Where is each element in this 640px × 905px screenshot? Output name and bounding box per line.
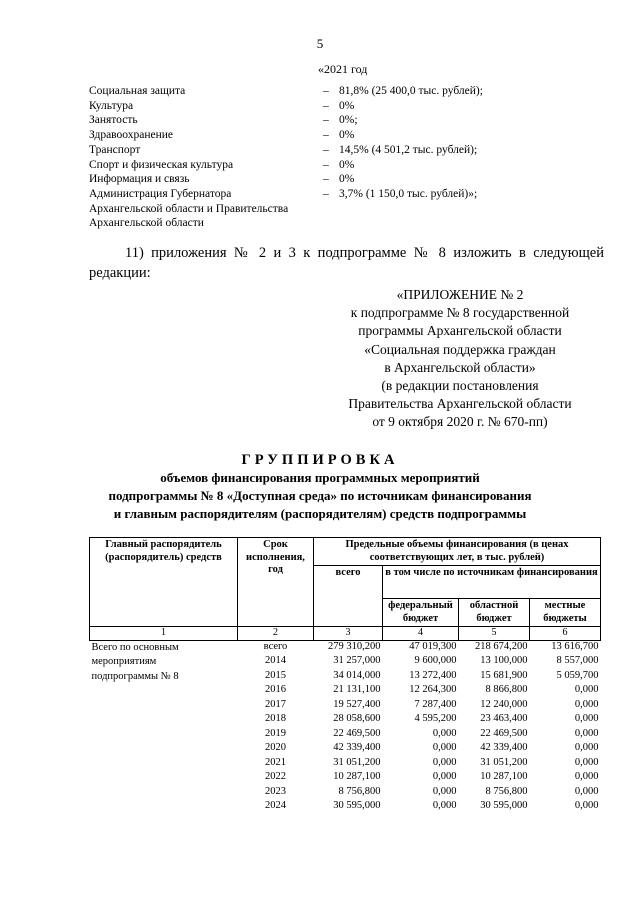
- category-label: Информация и связь: [89, 173, 190, 186]
- header-limits: Предельные объемы финансирования (в ценах соответствующих лет, в тыс. рублей): [314, 538, 601, 566]
- federal-cell: 0,000: [432, 800, 457, 811]
- category-dash: –: [323, 143, 329, 156]
- local-cell: 5 059,700: [556, 669, 599, 681]
- federal-cell: 0,000: [432, 756, 457, 768]
- header-sources: в том числе по источникам финансирования: [383, 566, 601, 599]
- federal-cell: 9 600,000: [414, 655, 457, 666]
- federal-cell: 0,000: [432, 785, 457, 797]
- appendix-line: «Социальная поддержка граждан: [364, 341, 556, 357]
- document-title: ГРУППИРОВКА: [241, 452, 399, 468]
- financing-table: [89, 537, 601, 815]
- category-label-continuation: Архангельской области и Правительства: [89, 202, 289, 215]
- table-row: [90, 786, 601, 801]
- appendix-line: программы Архангельской области: [358, 323, 562, 339]
- header-term: Срок исполнения, год: [238, 538, 314, 627]
- table-row: [90, 742, 601, 757]
- regional-cell: 8 866,800: [485, 684, 528, 695]
- total-cell: 31 257,000: [333, 655, 381, 666]
- category-label: Администрация Губернатора: [89, 187, 232, 200]
- federal-cell: 0,000: [432, 771, 457, 782]
- local-cell: 0,000: [574, 785, 599, 797]
- total-cell: 30 595,000: [333, 800, 381, 811]
- year-cell: 2024: [265, 800, 286, 811]
- category-label: Транспорт: [89, 143, 141, 156]
- row-label-line: мероприятиям: [91, 656, 157, 667]
- table-row: [90, 771, 601, 786]
- regional-cell: 31 051,200: [480, 756, 528, 768]
- regional-cell: 30 595,000: [480, 800, 528, 811]
- local-cell: 0,000: [574, 684, 599, 695]
- regional-cell: 8 756,800: [485, 785, 528, 797]
- category-dash: –: [323, 114, 329, 127]
- appendix-line: «ПРИЛОЖЕНИЕ № 2: [396, 287, 524, 302]
- category-value: 0%;: [339, 114, 358, 127]
- category-label: Социальная защита: [89, 85, 186, 97]
- federal-cell: 47 019,300: [409, 640, 457, 652]
- table-row: [90, 640, 601, 655]
- column-number: 1: [90, 627, 238, 641]
- local-cell: 0,000: [574, 742, 599, 753]
- local-cell: 0,000: [574, 727, 599, 739]
- appendix-block: [320, 286, 600, 432]
- regional-cell: 13 100,000: [480, 655, 528, 666]
- subtitle-line: и главным распорядителям (распорядителям) средств подпрограммы: [113, 506, 527, 521]
- category-value: 0%: [339, 173, 355, 186]
- column-number: 3: [314, 627, 383, 641]
- appendix-line: в Архангельской области»: [384, 359, 536, 375]
- local-cell: 8 557,000: [556, 655, 599, 666]
- year-cell: 2020: [265, 742, 286, 753]
- total-cell: 10 287,100: [333, 771, 381, 782]
- total-cell: 28 058,600: [333, 713, 381, 724]
- category-label: Спорт и физическая культура: [89, 158, 234, 171]
- total-cell: 31 051,200: [333, 756, 381, 768]
- column-number: 6: [530, 627, 601, 641]
- table-row: [90, 713, 601, 728]
- header-total: всего: [314, 566, 383, 627]
- regional-cell: 42 339,400: [480, 742, 528, 753]
- regional-cell: 15 681,900: [480, 669, 528, 681]
- regional-cell: 23 463,400: [480, 713, 528, 724]
- header-regional: областной бюджет: [459, 599, 530, 627]
- federal-cell: 13 272,400: [409, 669, 457, 681]
- local-cell: 0,000: [574, 756, 599, 768]
- year-cell: 2014: [265, 655, 286, 666]
- category-value: 0%: [339, 99, 355, 112]
- column-number: 2: [238, 627, 314, 641]
- year-cell: 2016: [265, 684, 286, 695]
- federal-cell: 4 595,200: [414, 713, 457, 724]
- subtitle-line: объемов финансирования программных мероприятий: [160, 470, 480, 485]
- total-cell: 42 339,400: [333, 742, 381, 753]
- document-subtitle: [0, 469, 640, 523]
- regional-cell: 218 674,200: [475, 640, 528, 652]
- appendix-line: от 9 октября 2020 г. № 670-пп): [372, 414, 548, 430]
- local-cell: 0,000: [574, 713, 599, 724]
- total-cell: 8 756,800: [338, 785, 381, 797]
- header-federal: федеральный бюджет: [383, 599, 459, 627]
- appendix-line: к подпрограмме № 8 государственной: [350, 305, 570, 321]
- year-cell: 2022: [265, 771, 286, 782]
- category-label-continuation: Архангельской области: [89, 217, 204, 230]
- header-manager: Главный распорядитель (распорядитель) средств: [90, 538, 238, 627]
- year-cell: 2018: [265, 713, 286, 724]
- local-cell: 0,000: [574, 771, 599, 782]
- federal-cell: 0,000: [432, 727, 457, 739]
- total-cell: 22 469,500: [333, 727, 381, 739]
- appendix-line: Правительства Архангельской области: [348, 396, 572, 412]
- federal-cell: 12 264,300: [409, 684, 457, 695]
- category-dash: –: [323, 99, 329, 112]
- year-cell: 2019: [265, 727, 286, 739]
- category-label: Занятость: [89, 114, 138, 127]
- category-value: 0%: [339, 158, 355, 171]
- category-dash: –: [323, 187, 329, 200]
- year-cell: 2023: [265, 785, 286, 797]
- row-label-line: подпрограммы № 8: [91, 670, 179, 682]
- table-row: [90, 684, 601, 699]
- total-cell: 21 131,100: [333, 684, 381, 695]
- page-number: 5: [316, 36, 324, 51]
- total-cell: 34 014,000: [333, 669, 381, 681]
- local-cell: 0,000: [574, 698, 599, 710]
- category-value: 0%: [339, 129, 355, 142]
- federal-cell: 0,000: [432, 742, 457, 753]
- row-label: [90, 640, 238, 684]
- category-value: 3,7% (1 150,0 тыс. рублей)»;: [339, 187, 478, 200]
- table-row: [90, 699, 601, 714]
- table-row: [90, 728, 601, 743]
- column-number: 5: [459, 627, 530, 641]
- category-dash: –: [323, 85, 329, 97]
- category-label: Культура: [89, 99, 134, 112]
- total-cell: 279 310,200: [328, 640, 381, 652]
- federal-cell: 7 287,400: [414, 698, 457, 710]
- appendix-line: (в редакции постановления: [381, 378, 539, 394]
- local-cell: 0,000: [574, 800, 599, 811]
- local-cell: 13 616,700: [551, 640, 599, 652]
- year-cell: всего: [263, 640, 288, 652]
- regional-cell: 12 240,000: [480, 698, 528, 710]
- category-dash: –: [323, 173, 329, 186]
- category-dash: –: [323, 158, 329, 171]
- year-cell: 2015: [265, 669, 286, 681]
- regional-cell: 22 469,500: [480, 727, 528, 739]
- category-label: Здравоохранение: [89, 129, 174, 142]
- category-value: 14,5% (4 501,2 тыс. рублей);: [339, 143, 478, 156]
- table-row: [90, 800, 601, 815]
- subtitle-line: подпрограммы № 8 «Доступная среда» по источникам финансирования: [108, 488, 532, 503]
- table-row: [90, 757, 601, 772]
- amendment-paragraph: 11) приложения № 2 и 3 к подпрограмме № 8 изложить в следующей редакции:: [89, 245, 604, 281]
- row-label-line: Всего по основным: [91, 641, 179, 653]
- header-local: местные бюджеты: [530, 599, 601, 627]
- column-number: 4: [383, 627, 459, 641]
- category-value: 81,8% (25 400,0 тыс. рублей);: [339, 85, 483, 97]
- year-cell: 2017: [265, 698, 286, 710]
- year-heading: «2021 год: [318, 62, 368, 76]
- regional-cell: 10 287,100: [480, 771, 528, 782]
- total-cell: 19 527,400: [333, 698, 381, 710]
- category-dash: –: [323, 129, 329, 142]
- year-cell: 2021: [265, 756, 286, 768]
